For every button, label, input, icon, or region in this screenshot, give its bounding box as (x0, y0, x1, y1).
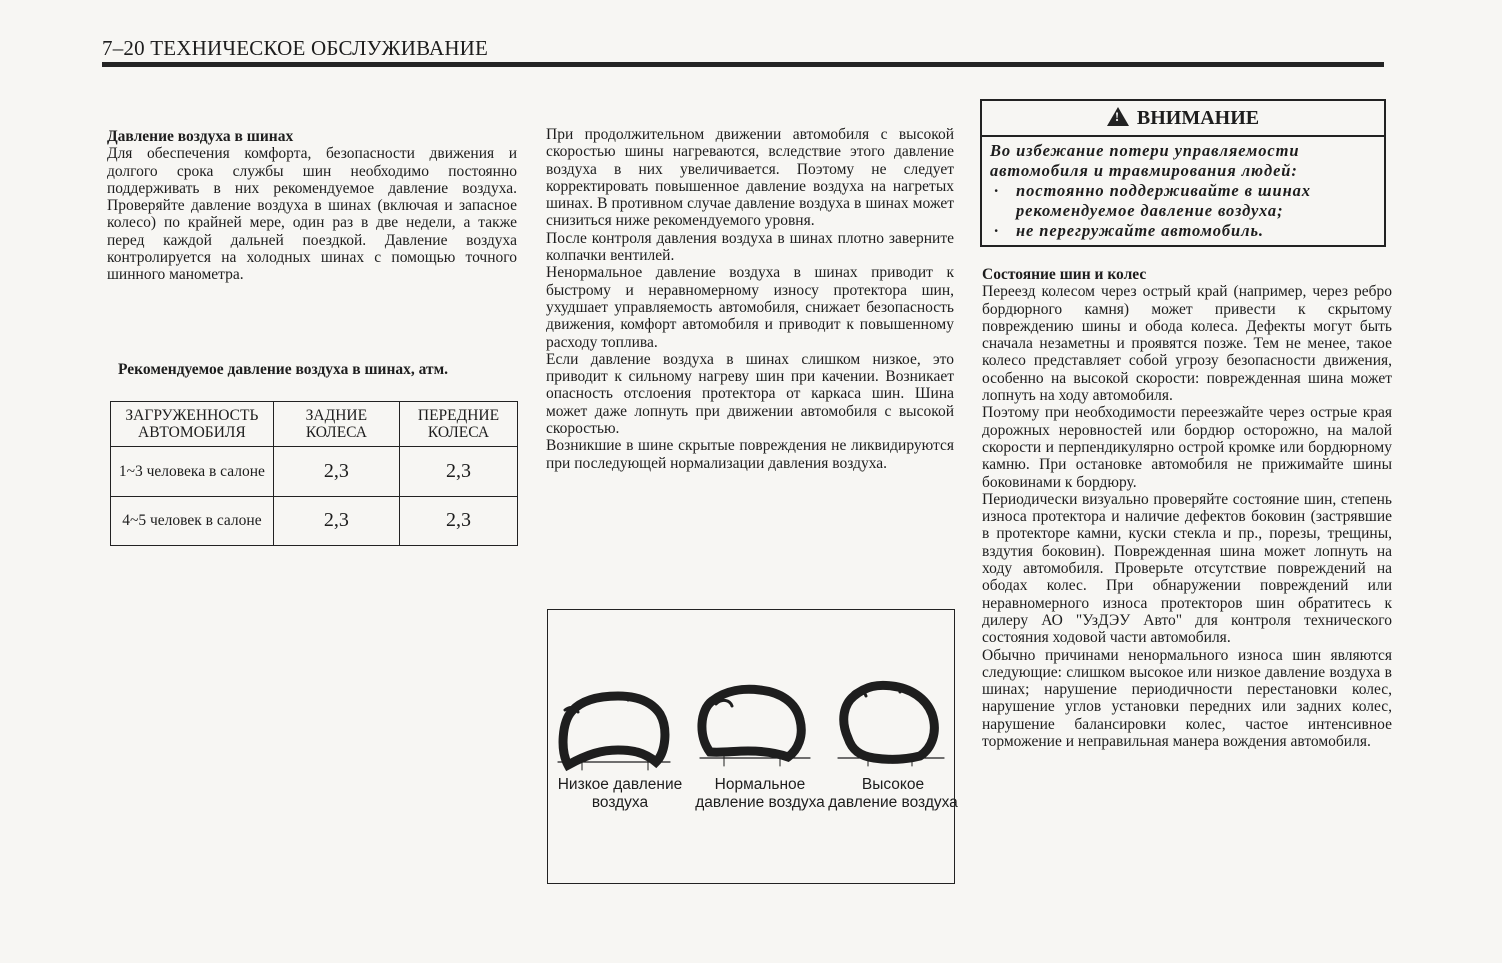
paragraph: При продолжительном движении автомобиля с высокой скоростью шины нагреваются, вследствие этого давление воздуха в них увеличивается. Поэтому не следует корректировать повышенное давление воздуха на нагретых шинах. В противном случае давление воздуха в шинах может снизиться ниже рекомендуемого уровня. (546, 126, 954, 230)
paragraph: Если давление воздуха в шинах слишком низкое, это приводит к сильному нагреву шин при качении. Возникает опасность отслоения протектора от каркаса шин. Шина может даже лопнуть при движении автомобиля с высокой скоростью. (546, 350, 954, 438)
header-rule (102, 62, 1384, 67)
paragraph: Для обеспечения комфорта, безопасности движения и долгого срока службы шин необходимо постоянно поддерживать в них рекомендуемое давление воздуха. Проверяйте давление воздуха в шинах (включая и запасное колесо) по крайней мере, один раз в две недели, а также перед каждой дальней поездкой. Давление воздуха контролируется на холодных шинах с помощью точного шинного манометра. (107, 145, 517, 284)
figure-label-high: Высокое давление воздуха (828, 776, 958, 811)
paragraph: Ненормальное давление воздуха в шинах приводит к быстрому и неравномерному износу протектора шин, ухудшает управляемость автомобиля, снижает безопасность движения, комфорт автомобиля и приводит к повышенному расходу топлива. (546, 264, 954, 351)
column-2 (546, 126, 954, 472)
warning-item: · постоянно поддерживайте в шинах рекомендуемое давление воздуха; (990, 181, 1376, 221)
warning-item: · не перегружайте автомобиль. (990, 221, 1376, 241)
paragraph: Переезд колесом через острый край (например, через ребро бордюрного камня) может привести к скрытому повреждению шины и обода колеса. Дефекты могут быть сначала незаметны и проявятся позже. Тем не менее, такое колесо представляет собой угрозу безопасности движения, особенно на высокой скорости: поврежденная шина может лопнуть на ходу автомобиля. (982, 283, 1392, 405)
paragraph: Периодически визуально проверяйте состояние шин, степень износа протектора и наличие дефектов боковин (застрявшие в протекторе камни, куски стекла и пр., порезы, трещины, вздутия боковин). Поврежденная шина может лопнуть на ходу автомобиля. Проверьте отсутствие повреждений на ободах колес. При обнаружении повреждений или неравномерного износа протекторов шин обратитесь к дилеру АО "УзДЭУ Авто" для контроля технического состояния ходовой части автомобиля. (982, 490, 1392, 647)
table-row (111, 496, 518, 546)
figure-label-low: Низкое давление воздуха (557, 776, 683, 811)
column-3 (982, 266, 1392, 750)
high-pressure-tire-icon (838, 684, 944, 766)
table-cell-load: 1~3 человека в салоне (111, 447, 274, 497)
table-cell-load: 4~5 человек в салоне (111, 496, 274, 546)
figure-label-normal: Нормальное давление воздуха (695, 776, 825, 811)
warning-intro: Во избежание потери управляемости автомобиля и травмирования людей: (990, 141, 1300, 180)
paragraph: Поэтому при необходимости переезжайте через острые края дорожных неровностей или бордюр осторожно, на малой скорости и перпендикулярно острой кромке или бордюрному камню. При остановке автомобиля не прижимайте шины боковинами к бордюру. (982, 404, 1392, 491)
warning-list (990, 181, 1376, 241)
column-1 (107, 128, 517, 284)
column-header: ЗАГРУЖЕННОСТЬ АВТОМОБИЛЯ (111, 402, 274, 447)
column-header: ЗАДНИЕ КОЛЕСА (273, 402, 399, 447)
paragraph: Возникшие в шине скрытые повреждения не ликвидируются при последующей нормализации давления воздуха. (546, 437, 954, 472)
table-cell-rear: 2,3 (273, 447, 399, 497)
table-row (111, 447, 518, 497)
warning-body (982, 137, 1384, 241)
table-cell-front: 2,3 (399, 447, 517, 497)
warning-triangle-icon (1107, 107, 1129, 126)
warning-box (980, 99, 1386, 247)
tire-illustrations (548, 610, 954, 883)
warning-title: ВНИМАНИЕ (1136, 107, 1260, 129)
column-header: ПЕРЕДНИЕ КОЛЕСА (399, 402, 517, 447)
normal-pressure-tire-icon (700, 689, 810, 766)
paragraph: После контроля давления воздуха в шинах плотно заверните колпачки вентилей. (546, 229, 954, 265)
low-pressure-tire-icon (558, 696, 670, 770)
table-cell-rear: 2,3 (273, 496, 399, 546)
table-cell-front: 2,3 (399, 496, 517, 546)
table-header-row (111, 402, 518, 447)
section-heading-tire-pressure: Давление воздуха в шинах (107, 128, 294, 145)
pressure-table (110, 401, 518, 546)
paragraph: Обычно причинами ненормального износа шин являются следующие: слишком высокое или низкое давление воздуха в шинах; нарушение периодичности перестановки колес, нарушение углов установки передних или задних колес, нарушение балансировки колес, частое интенсивное торможение и неправильная манера вождения автомобиля. (982, 646, 1392, 751)
tire-pressure-figure (547, 609, 958, 884)
table-title: Рекомендуемое давление воздуха в шинах, атм. (118, 361, 449, 378)
section-heading-tire-condition: Состояние шин и колес (982, 266, 1147, 283)
warning-header (982, 101, 1384, 137)
page-header: 7–20 ТЕХНИЧЕСКОЕ ОБСЛУЖИВАНИЕ (102, 36, 489, 60)
